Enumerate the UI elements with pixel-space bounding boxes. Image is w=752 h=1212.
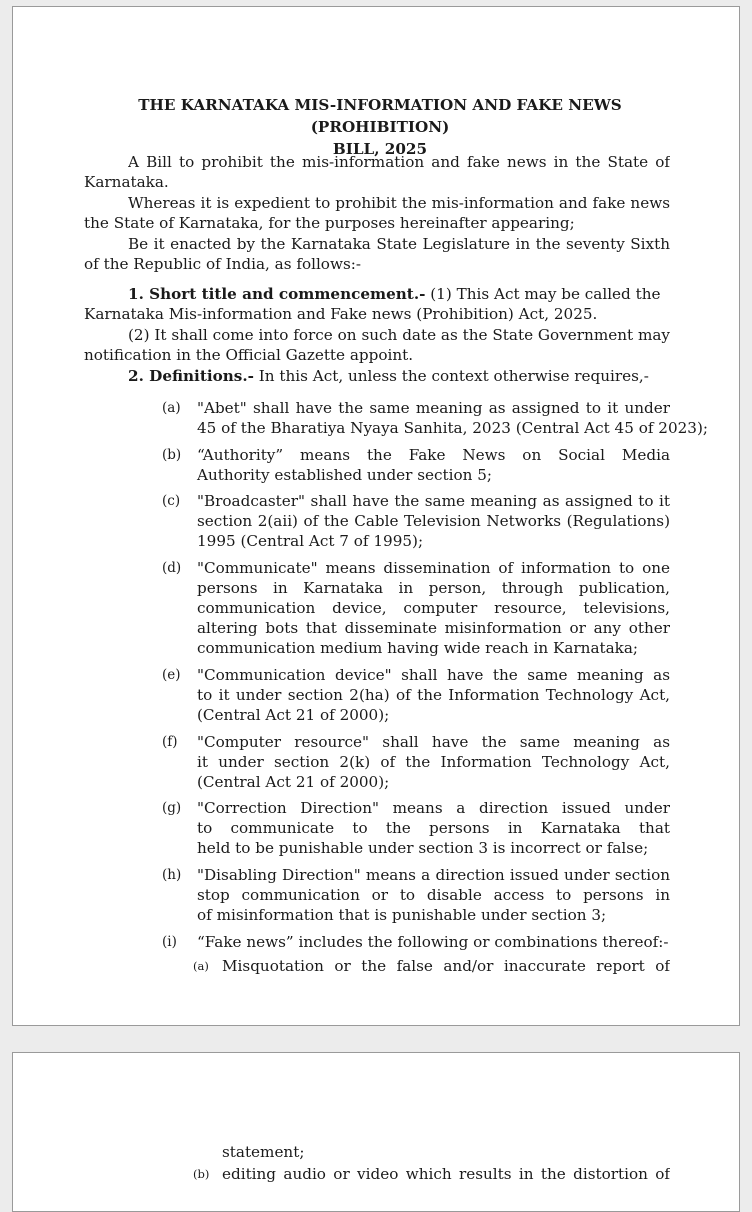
definition-line: "Communicate" means dissemination of information to one xyxy=(197,559,670,577)
section-1-line: notification in the Official Gazette appoint. xyxy=(84,346,414,364)
definition-marker: (g) xyxy=(162,800,182,816)
definition-line: "Correction Direction" means a direction issued under xyxy=(197,799,670,817)
bill-title xyxy=(70,94,690,160)
section-1-heading: 1. Short title and commencement.- xyxy=(128,285,426,303)
definition-marker: (c) xyxy=(162,493,181,509)
section-1-line: (2) It shall come into force on such date as the State Government may xyxy=(128,326,670,344)
fake-news-item-marker: (b) xyxy=(193,1167,210,1181)
fake-news-item-text: Misquotation or the false and/or inaccurate report of xyxy=(222,957,670,975)
definition-line: 1995 (Central Act 7 of 1995); xyxy=(197,532,424,550)
fake-news-item-text: editing audio or video which results in the distortion of xyxy=(222,1165,670,1183)
definition-line: communication device, computer resource, televisions, xyxy=(197,599,670,617)
definition-line: to it under section 2(ha) of the Information Technology Act, xyxy=(197,686,670,704)
definition-line: persons in Karnataka in person, through publication, xyxy=(197,579,670,597)
definition-line: it under section 2(k) of the Information Technology Act, xyxy=(197,753,670,771)
definition-line: section 2(aii) of the Cable Television Networks (Regulations) xyxy=(197,512,670,530)
definition-marker: (f) xyxy=(162,734,178,750)
definition-line: of misinformation that is punishable under section 3; xyxy=(197,906,607,924)
definition-marker: (i) xyxy=(162,934,177,950)
definition-line: communication medium having wide reach in Karnataka; xyxy=(197,639,639,657)
section-2-text: In this Act, unless the context otherwise requires,- xyxy=(253,367,649,385)
definition-line: "Computer resource" shall have the same meaning as xyxy=(197,733,670,751)
page-2-continuation: statement; xyxy=(222,1143,305,1161)
definition-line: (Central Act 21 of 2000); xyxy=(197,773,390,791)
definition-marker: (h) xyxy=(162,867,182,883)
preamble-line: Be it enacted by the Karnataka State Legislature in the seventy Sixth xyxy=(128,235,670,253)
definition-line: to communicate to the persons in Karnataka that xyxy=(197,819,670,837)
definition-line: "Communication device" shall have the same meaning as xyxy=(197,666,670,684)
preamble-line: the State of Karnataka, for the purposes hereinafter appearing; xyxy=(84,214,575,232)
definition-line: "Disabling Direction" means a direction issued under section xyxy=(197,866,670,884)
bill-title-line-1: THE KARNATAKA MIS-INFORMATION AND FAKE NEWS (PROHIBITION) xyxy=(138,96,622,136)
bill-title-line-2: BILL, 2025 xyxy=(332,140,428,158)
fake-news-item-marker: (a) xyxy=(193,959,209,973)
preamble-line: Whereas it is expedient to prohibit the mis-information and fake news xyxy=(128,194,670,212)
definition-line: Authority established under section 5; xyxy=(197,466,493,484)
definition-marker: (b) xyxy=(162,447,182,463)
section-1-line xyxy=(128,284,670,304)
definition-line: “Fake news” includes the following or combinations thereof:- xyxy=(197,933,669,951)
definition-line: 45 of the Bharatiya Nyaya Sanhita, 2023 (Central Act 45 of 2023); xyxy=(197,419,708,437)
section-1-line: Karnataka Mis-information and Fake news (Prohibition) Act, 2025. xyxy=(84,305,598,323)
definition-line: “Authority” means the Fake News on Social Media xyxy=(197,446,670,464)
definition-line: held to be punishable under section 3 is incorrect or false; xyxy=(197,839,649,857)
definition-line: "Broadcaster" shall have the same meaning as assigned to it xyxy=(197,492,670,510)
preamble-line: of the Republic of India, as follows:- xyxy=(84,255,361,273)
definition-line: stop communication or to disable access to persons in xyxy=(197,886,670,904)
section-2-heading: 2. Definitions.- xyxy=(128,367,254,385)
section-1-text: (1) This Act may be called the xyxy=(425,285,661,303)
preamble-line: A Bill to prohibit the mis-information and fake news in the State of xyxy=(128,153,670,171)
document-page-2 xyxy=(12,1052,740,1212)
definition-marker: (d) xyxy=(162,560,182,576)
section-2-line xyxy=(128,366,670,386)
preamble-line: Karnataka. xyxy=(84,173,169,191)
definition-line: altering bots that disseminate misinformation or any other xyxy=(197,619,670,637)
definition-marker: (a) xyxy=(162,400,181,416)
definition-line: (Central Act 21 of 2000); xyxy=(197,706,390,724)
definition-marker: (e) xyxy=(162,667,181,683)
definition-line: "Abet" shall have the same meaning as assigned to it under xyxy=(197,399,670,417)
